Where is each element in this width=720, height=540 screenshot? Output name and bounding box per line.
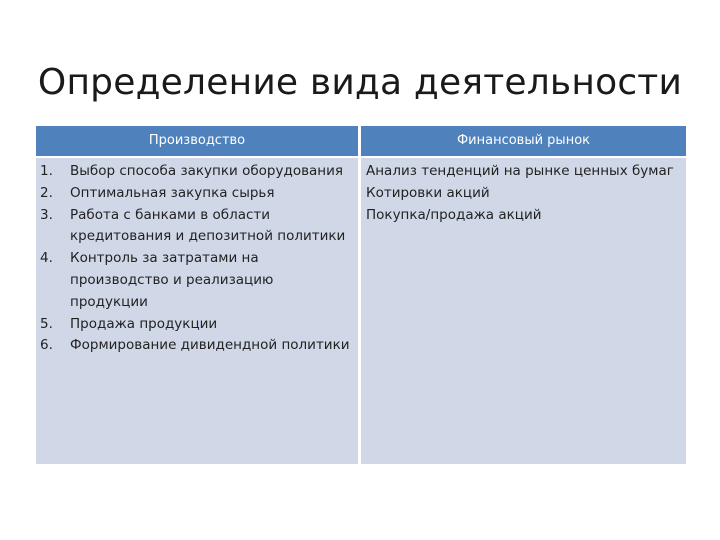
market-item: Анализ тенденций на рынке ценных бумаг (366, 163, 674, 179)
market-item: Котировки акций (366, 184, 490, 201)
list-item-number: 3. (40, 206, 53, 223)
list-item (40, 183, 350, 205)
list-item (40, 205, 350, 249)
slide-title: Определение вида деятельности (37, 62, 683, 104)
financial-market-cell (361, 158, 686, 464)
list-item-text: Контроль за затратами на производство и реализацию продукции (70, 250, 274, 310)
list-item-number: 4. (40, 250, 53, 267)
list-item-text: Оптимальная закупка сырья (70, 184, 275, 201)
list-item-text: Работа с банками в области кредитования и депозитной политики (70, 206, 346, 245)
activity-table (36, 126, 686, 464)
list-item-text: Продажа продукции (70, 315, 218, 332)
production-list (40, 161, 350, 357)
production-cell (36, 158, 358, 464)
market-item: Покупка/продажа акций (366, 206, 542, 223)
list-item-number: 1. (40, 163, 53, 179)
list-item (40, 248, 350, 313)
list-item-number: 2. (40, 184, 53, 201)
list-item (40, 161, 350, 183)
column-header-production: Производство (36, 126, 358, 156)
list-item-text: Формирование дивидендной политики (70, 337, 350, 354)
list-item-text: Выбор способа закупки оборудования (70, 163, 344, 179)
list-item (40, 335, 350, 357)
list-item-number: 5. (40, 315, 53, 332)
list-item-number: 6. (40, 337, 53, 354)
column-header-financial-market: Финансовый рынок (361, 126, 686, 156)
list-item (40, 314, 350, 336)
